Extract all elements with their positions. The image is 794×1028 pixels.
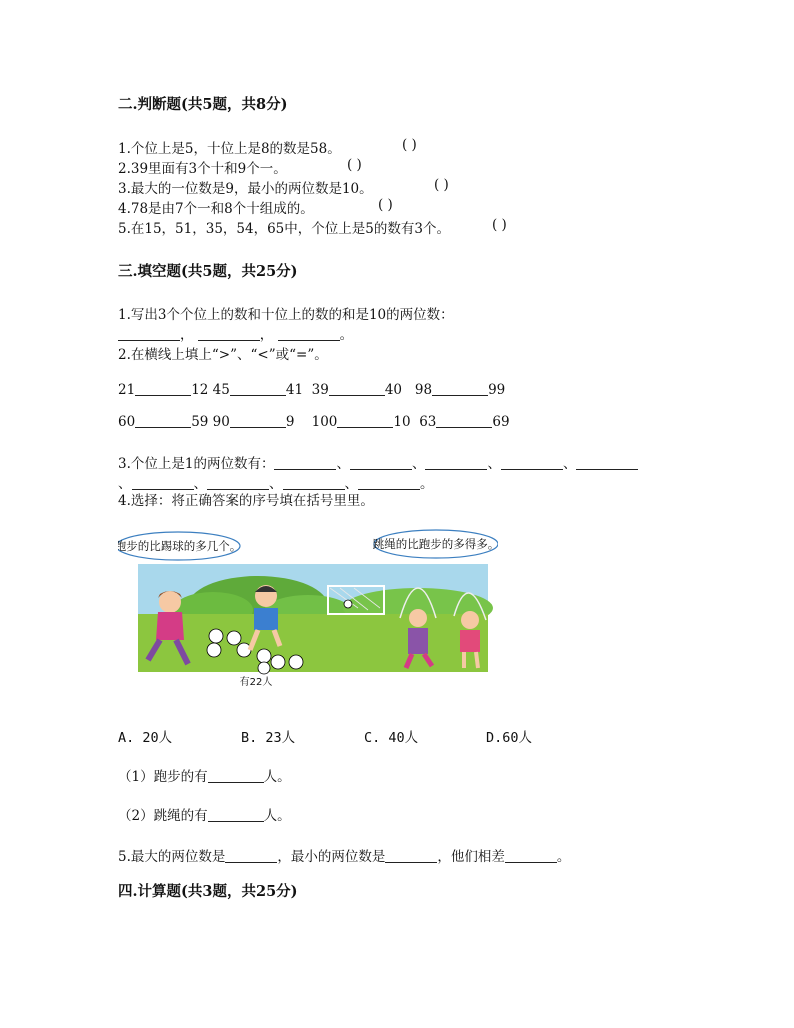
number: 63 (419, 414, 437, 430)
judge-item-text: 2.39里面有3个十和9个一。 (118, 161, 287, 177)
separator: 、 (118, 476, 132, 492)
judge-item-text: 4.78是由7个一和8个十组成的。 (118, 201, 314, 217)
number: 60 (118, 414, 136, 430)
answer-blank[interactable] (425, 455, 487, 470)
separator: 、 (487, 456, 501, 472)
answer-blank[interactable] (283, 475, 345, 490)
sub-question-unit: 人。 (263, 769, 291, 785)
judge-item-2 (118, 157, 287, 177)
sub-question-unit: 人。 (263, 808, 291, 824)
answer-blank[interactable] (208, 768, 264, 783)
option-c[interactable]: C. 40人 (364, 730, 419, 746)
q2-text: 2.在横线上填上“>”、“<”或“=”。 (118, 347, 328, 363)
number: 21 (118, 382, 136, 398)
sub-question-text: （1）跑步的有 (118, 769, 208, 785)
bubble-left-text: 跑步的比踢球的多几个。 (118, 539, 242, 553)
number: 9 (285, 414, 295, 430)
separator: ， (180, 327, 194, 343)
answer-paren[interactable]: ( ) (378, 197, 393, 213)
q1-text: 1.写出3个个位上的数和十位上的数的和是10的两位数： (118, 307, 454, 323)
q3-text: 3.个位上是1的两位数有： (118, 456, 275, 472)
separator: 、 (193, 476, 207, 492)
answer-paren[interactable]: ( ) (492, 217, 507, 233)
judge-item-4 (118, 197, 314, 217)
number: 10 (393, 414, 411, 430)
judge-item-3 (118, 177, 373, 197)
sub-question-text: （2）跳绳的有 (118, 808, 208, 824)
sports-field-illustration (118, 528, 498, 690)
option-b[interactable]: B. 23人 (241, 730, 296, 746)
number: 90 (212, 414, 230, 430)
separator: 。 (339, 327, 354, 343)
speech-bubble-left (118, 532, 241, 560)
number: 40 (384, 382, 403, 398)
answer-blank[interactable] (132, 475, 194, 490)
bubble-right-text: 跳绳的比跑步的多得多。 (372, 537, 498, 551)
compare-row-2 (118, 413, 510, 430)
number: 45 (212, 382, 230, 398)
answer-blank[interactable] (385, 848, 437, 863)
section-4-title: 四.计算题(共3题，共25分) (118, 883, 298, 900)
sub-question-2 (118, 804, 291, 824)
answer-blank[interactable] (501, 455, 563, 470)
q5-text: 。 (556, 849, 571, 865)
separator: ， (259, 327, 274, 343)
answer-blank[interactable] (230, 381, 286, 396)
option-a[interactable]: A. 20人 (118, 730, 173, 746)
q3-line-1 (118, 452, 638, 472)
answer-blank[interactable] (436, 413, 492, 428)
number: 69 (492, 414, 510, 430)
answer-blank[interactable] (505, 848, 557, 863)
answer-blank[interactable] (230, 413, 286, 428)
judge-item-text: 3.最大的一位数是9，最小的两位数是10。 (118, 181, 373, 197)
answer-blank[interactable] (118, 326, 180, 341)
answer-blank[interactable] (208, 807, 264, 822)
q1-answer-line (118, 323, 353, 343)
number: 41 (285, 382, 304, 398)
compare-row-1 (118, 381, 505, 398)
answer-blank[interactable] (198, 326, 260, 341)
number: 98 (414, 382, 433, 398)
option-d[interactable]: D.60人 (486, 730, 533, 746)
answer-blank[interactable] (274, 455, 336, 470)
separator: 、 (411, 456, 426, 472)
answer-blank[interactable] (337, 413, 393, 428)
separator: 、 (344, 476, 358, 492)
answer-blank[interactable] (135, 381, 191, 396)
answer-blank[interactable] (329, 381, 385, 396)
number: 99 (488, 382, 506, 398)
number: 59 (191, 414, 209, 430)
section-3-title: 三.填空题(共5题，共25分) (118, 263, 298, 280)
number: 12 (191, 382, 209, 398)
separator: 、 (562, 456, 577, 472)
number: 100 (311, 414, 338, 430)
judge-item-1 (118, 137, 341, 157)
illustration-caption: 有22人 (239, 677, 273, 688)
grass (138, 614, 488, 672)
q5-text: 5.最大的两位数是 (118, 849, 226, 865)
judge-item-5 (118, 217, 450, 237)
answer-blank[interactable] (278, 326, 340, 341)
separator: 。 (420, 476, 434, 492)
q5-text: ，最小的两位数是 (277, 849, 386, 865)
speech-bubble-right (373, 530, 498, 558)
answer-blank[interactable] (576, 455, 638, 470)
answer-paren[interactable]: ( ) (402, 137, 417, 153)
answer-blank[interactable] (207, 475, 269, 490)
q5-text: ，他们相差 (437, 849, 505, 865)
answer-blank[interactable] (350, 455, 412, 470)
answer-blank[interactable] (135, 413, 191, 428)
sub-question-1 (118, 765, 291, 785)
answer-blank[interactable] (432, 381, 488, 396)
separator: 、 (336, 456, 350, 472)
judge-item-text: 1.个位上是5，十位上是8的数是58。 (118, 141, 341, 157)
separator: 、 (269, 476, 283, 492)
section-2-title: 二.判断题(共5题，共8分) (118, 96, 288, 113)
judge-item-text: 5.在15，51，35，54，65中，个位上是5的数有3个。 (118, 221, 450, 237)
answer-blank[interactable] (358, 475, 420, 490)
answer-paren[interactable]: ( ) (347, 157, 362, 173)
q4-text: 4.选择：将正确答案的序号填在括号里里。 (118, 493, 374, 509)
number: 39 (311, 382, 329, 398)
answer-blank[interactable] (225, 848, 277, 863)
answer-paren[interactable]: ( ) (434, 177, 449, 193)
q5-line (118, 845, 570, 865)
